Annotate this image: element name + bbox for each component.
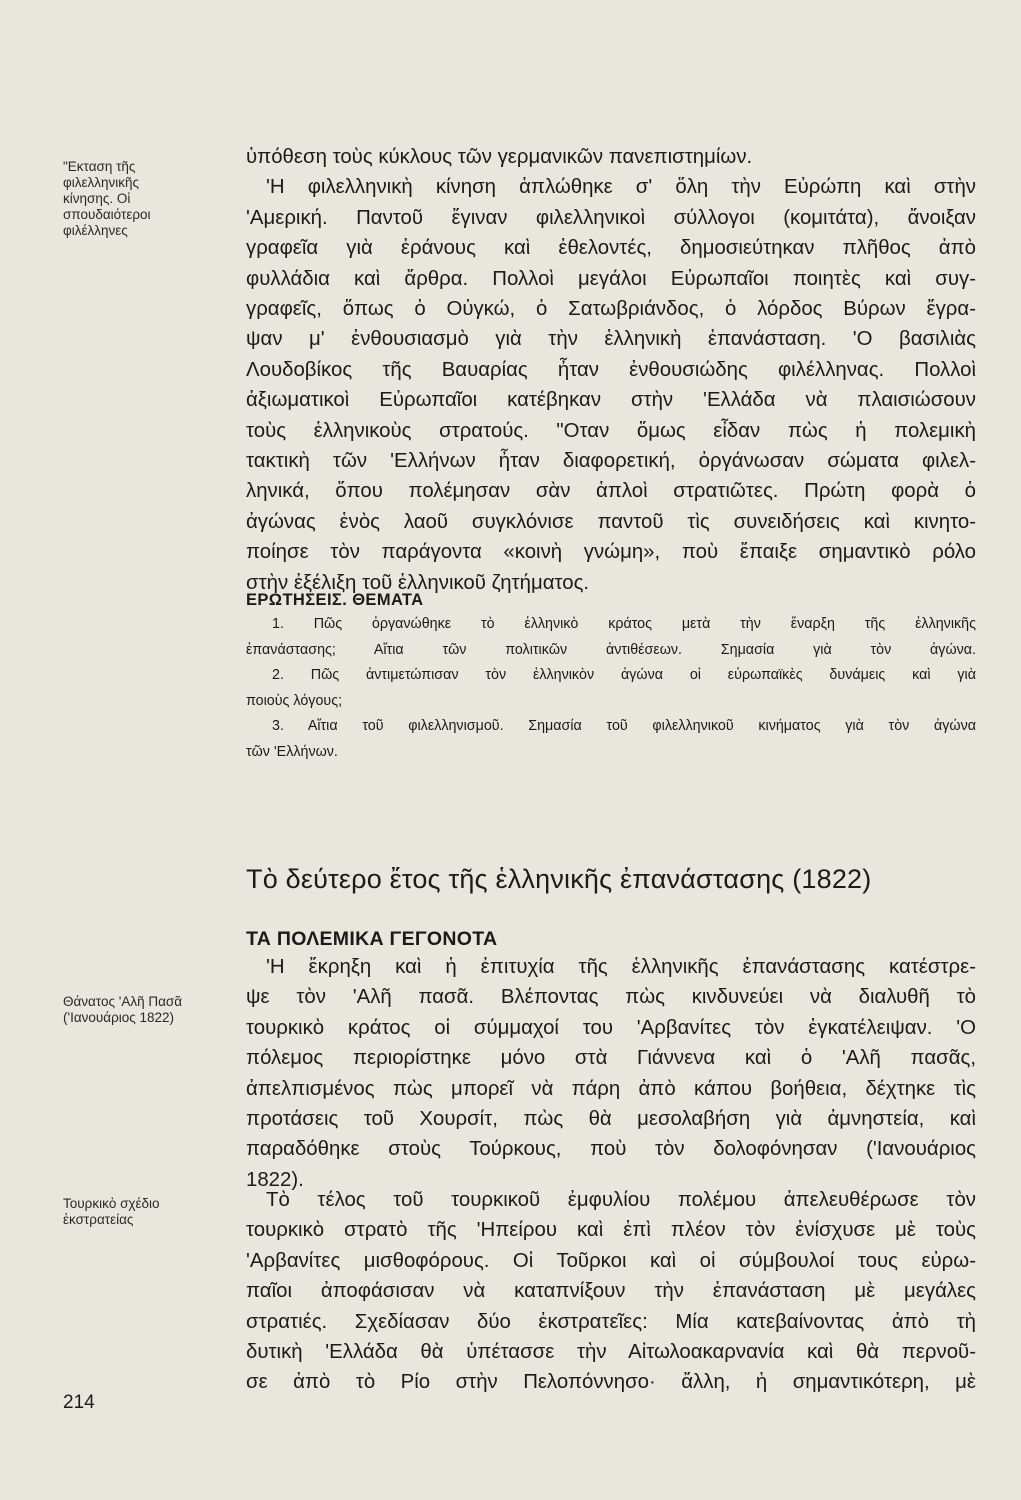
text-line: παῖοι ἀποφάσισαν νὰ καταπνίξουν τὴν ἐπανάσταση μὲ μεγάλες bbox=[246, 1280, 976, 1303]
margin-note-line: κίνησης. Οἱ bbox=[63, 191, 131, 206]
philhellenism-paragraph bbox=[246, 142, 976, 598]
text-line: ἀγώνας ἑνὸς λαοῦ συγκλόνισε παντοῦ τὶς συνειδήσεις καὶ κινητο- bbox=[246, 510, 976, 533]
ali-pasha-paragraph bbox=[246, 952, 976, 1195]
text-line: πόλεμος περιορίστηκε μόνο στὰ Γιάννενα καὶ ὁ 'Αλῆ πασᾶς, bbox=[246, 1047, 976, 1070]
question-line: τῶν 'Ελλήνων. bbox=[246, 743, 338, 760]
text-line: παραδόθηκε στοὺς Τούρκους, ποὺ τὸν δολοφόνησαν ('Ιανουάριος bbox=[246, 1138, 976, 1161]
text-line: τοὺς ἑλληνικοὺς στρατούς. "Οταν ὅμως εἶδαν πὼς ἡ πολεμικὴ bbox=[246, 419, 976, 442]
section-heading: ΤΑ ΠΟΛΕΜΙΚΑ ΓΕΓΟΝΟΤΑ bbox=[246, 928, 498, 950]
question-line: 1. Πῶς ὀργανώθηκε τὸ ἑλληνικὸ κράτος μετὰ τὴν ἔναρξη τῆς ἑλληνικῆς bbox=[272, 616, 976, 632]
margin-note-line: ἐκστρατείας bbox=[63, 1212, 134, 1227]
text-line: τακτικὴ τῶν 'Ελλήνων ἦταν διαφορετική, ὀργάνωσαν σώματα φιλελ- bbox=[246, 450, 976, 473]
margin-note-philhellenism bbox=[63, 159, 213, 239]
text-line: ὑπόθεση τοὺς κύκλους τῶν γερμανικῶν πανεπιστημίων. bbox=[246, 146, 753, 168]
margin-note-line: φιλελληνικῆς bbox=[63, 175, 140, 190]
text-line: ληνικά, ὅπου πολέμησαν σὰν ἁπλοὶ στρατιῶτες. Πρώτη φορὰ ὁ bbox=[246, 480, 976, 503]
text-line: 1822). bbox=[246, 1168, 304, 1191]
text-line: ἀπελπισμένος πὼς μπορεῖ νὰ πάρη ἀπὸ κάπου βοήθεια, δέχτηκε τὶς bbox=[246, 1077, 976, 1100]
margin-note-line: σπουδαιότεροι bbox=[63, 207, 151, 222]
text-line: φυλλάδια καὶ ἄρθρα. Πολλοὶ μεγάλοι Εὐρωπαῖοι ποιητὲς καὶ συγ- bbox=[246, 267, 976, 290]
text-line: ποίησε τὸν παράγοντα «κοινὴ γνώμη», ποὺ ἔπαιξε σημαντικὸ ρόλο bbox=[246, 541, 976, 564]
question-line: 3. Αἴτια τοῦ φιλελληνισμοῦ. Σημασία τοῦ φιλελληνικοῦ κινήματος γιὰ τὸν ἀγώνα bbox=[272, 718, 976, 735]
text-line: ψαν μ' ἐνθουσιασμὸ γιὰ τὴν ἑλληνικὴ ἐπανάσταση. 'Ο βασιλιὰς bbox=[246, 328, 976, 351]
margin-note-line: Θάνατος 'Αλῆ Πασᾶ bbox=[63, 994, 183, 1009]
text-line: 'Αμερική. Παντοῦ ἔγιναν φιλελληνικοὶ σύλλογοι (κομιτάτα), ἄνοιξαν bbox=[246, 206, 976, 229]
text-line: ψε τὸν 'Αλῆ πασᾶ. Βλέποντας πὼς κινδυνεύει νὰ διαλυθῆ τὸ bbox=[246, 986, 976, 1009]
margin-note-line: Τουρκικὸ σχέδιο bbox=[63, 1196, 160, 1211]
questions-heading: ΕΡΩΤΗΣΕΙΣ. ΘΕΜΑΤΑ bbox=[246, 591, 424, 609]
text-line: 'Η ἔκρηξη καὶ ἡ ἐπιτυχία τῆς ἑλληνικῆς ἐπανάστασης κατέστρε- bbox=[266, 956, 976, 978]
margin-note-line: φιλέλληνες bbox=[63, 223, 128, 238]
margin-note-line: "Εκταση τῆς bbox=[63, 159, 136, 174]
question-line: ἐπανάστασης; Αἴτια τῶν πολιτικῶν ἀντιθέσεων. Σημασία γιὰ τὸν ἀγώνα. bbox=[246, 641, 976, 658]
text-line: σε ἀπὸ τὸ Ρίο στὴν Πελοπόννησο· ἄλλη, ἡ σημαντικότερη, μὲ bbox=[246, 1371, 976, 1394]
questions-list bbox=[246, 612, 976, 766]
margin-note-turkish-plan bbox=[63, 1196, 213, 1228]
text-line: Λουδοβίκος τῆς Βαυαρίας ἦταν ἐνθουσιώδης φιλέλληνας. Πολλοὶ bbox=[246, 358, 976, 381]
text-line: γραφεῖς, ὅπως ὁ Οὐγκώ, ὁ Σατωβριάνδος, ὁ λόρδος Βύρων ἔγρα- bbox=[246, 298, 976, 321]
text-line: προτάσεις τοῦ Χουρσίτ, πὼς θὰ μεσολαβήση γιὰ ἀμνηστεία, καὶ bbox=[246, 1108, 976, 1131]
question-line: ποιοὺς λόγους; bbox=[246, 692, 343, 709]
margin-note-ali-pasha-death bbox=[63, 994, 213, 1026]
chapter-title: Τὸ δεύτερο ἔτος τῆς ἑλληνικῆς ἐπανάστασης (1822) bbox=[246, 864, 872, 894]
question-line: 2. Πῶς ἀντιμετώπισαν τὸν ἑλληνικὸν ἀγώνα οἱ εὐρωπαϊκὲς δυνάμεις καὶ γιὰ bbox=[272, 667, 976, 684]
text-line: στρατιές. Σχεδίασαν δύο ἐκστρατεῖες: Μία κατεβαίνοντας ἀπὸ τὴ bbox=[246, 1310, 976, 1333]
margin-note-line: ('Ιανουάριος 1822) bbox=[63, 1010, 175, 1025]
text-line: τουρκικὸ στρατὸ τῆς 'Ηπείρου καὶ ἐπὶ πλέον τὸν ἐνίσχυσε μὲ τοὺς bbox=[246, 1219, 976, 1242]
page-number: 214 bbox=[63, 1392, 95, 1413]
text-line: 'Η φιλελληνικὴ κίνηση ἁπλώθηκε σ' ὅλη τὴν Εὐρώπη καὶ στὴν bbox=[266, 176, 976, 199]
text-line: γραφεῖα γιὰ ἐράνους καὶ ἐθελοντές, δημοσιεύτηκαν πλῆθος ἀπὸ bbox=[246, 237, 976, 260]
text-line: ἀξιωματικοὶ Εὐρωπαῖοι κατέβηκαν στὴν 'Ελλάδα νὰ πλαισιώσουν bbox=[246, 389, 976, 412]
text-line: 'Αρβανίτες μισθοφόρους. Οἱ Τοῦρκοι καὶ οἱ σύμβουλοί τους εὐρω- bbox=[246, 1249, 976, 1272]
text-line: στὴν ἐξέλιξη τοῦ ἑλληνικοῦ ζητήματος. bbox=[246, 571, 590, 594]
text-line: δυτικὴ 'Ελλάδα θὰ ὑπέτασσε τὴν Αἰτωλοακαρνανία καὶ θὰ περνοῦ- bbox=[246, 1341, 976, 1364]
text-line: τουρκικὸ κράτος οἱ σύμμαχοί του 'Αρβανίτες τὸν ἐγκατέλειψαν. 'Ο bbox=[246, 1016, 976, 1039]
text-line: Τὸ τέλος τοῦ τουρκικοῦ ἐμφυλίου πολέμου ἀπελευθέρωσε τὸν bbox=[266, 1189, 976, 1211]
turkish-campaign-paragraph bbox=[246, 1185, 976, 1398]
